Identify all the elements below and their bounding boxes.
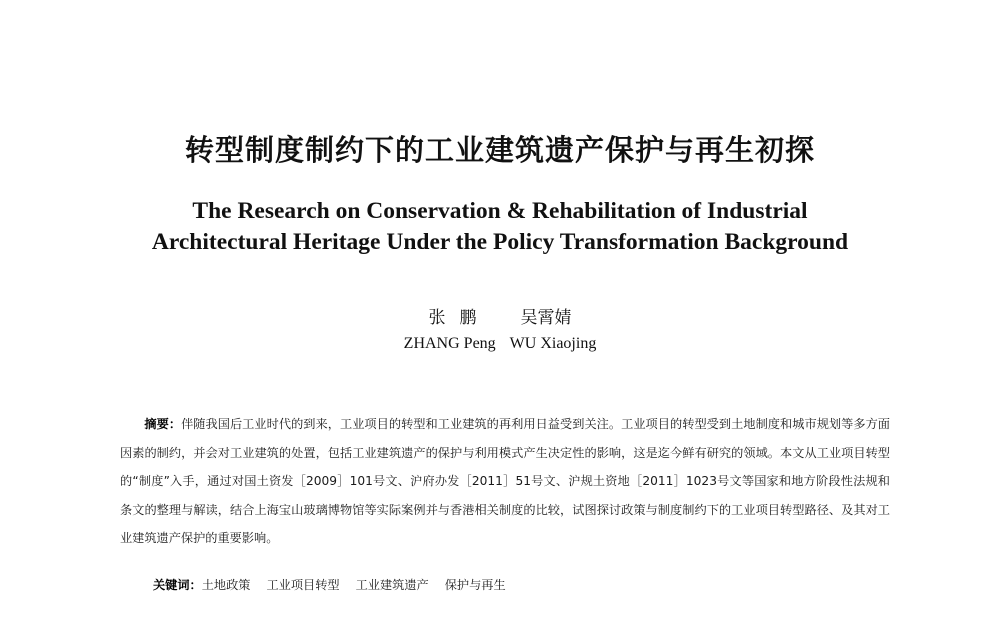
authors-english	[0, 333, 1000, 355]
title-english	[0, 196, 1000, 258]
title-chinese: 转型制度制约下的工业建筑遗产保护与再生初探	[184, 133, 815, 167]
author-2-chinese: 吴霄婧	[520, 308, 572, 328]
keyword-4: 保护与再生	[444, 578, 506, 592]
keywords	[153, 571, 506, 599]
abstract-text: 伴随我国后工业时代的到来，工业项目的转型和工业建筑的再利用日益受到关注。工业项目的转型受到土地制度和城市规划等多方面因素的制约，并会对工业建筑的处置，包括工业建筑遗产的保护与利用模式产生决定性的影响，这是迄今鲜有研究的领域。本文从工业项目转型的“制度”入手，通过对国土资发［2009］101号文、沪府办发［2011］51号文、沪规土资地［2011］1023号文等国家和地方阶段性法规和条文的整理与解读，结合上海宝山玻璃博物馆等实际案例并与香港相关制度的比较，试图探讨政策与制度制约下的工业项目转型路径、及其对工业建筑遗产保护的重要影响。	[120, 417, 890, 545]
author-1-english: ZHANG Peng	[403, 335, 496, 352]
author-2-english: WU Xiaojing	[509, 335, 597, 352]
keyword-1: 土地政策	[201, 578, 251, 592]
authors-chinese	[0, 306, 1000, 330]
abstract	[120, 410, 890, 553]
keywords-label: 关键词：	[153, 578, 202, 592]
title-english-line-1: The Research on Conservation & Rehabilitation of Industrial	[192, 198, 808, 224]
abstract-label: 摘要：	[144, 417, 182, 431]
title-english-line-2: Architectural Heritage Under the Policy Transformation Background	[151, 229, 849, 255]
author-1-chinese: 张鹏	[428, 308, 491, 328]
keyword-3: 工业建筑遗产	[355, 578, 429, 592]
keyword-2: 工业项目转型	[266, 578, 340, 592]
